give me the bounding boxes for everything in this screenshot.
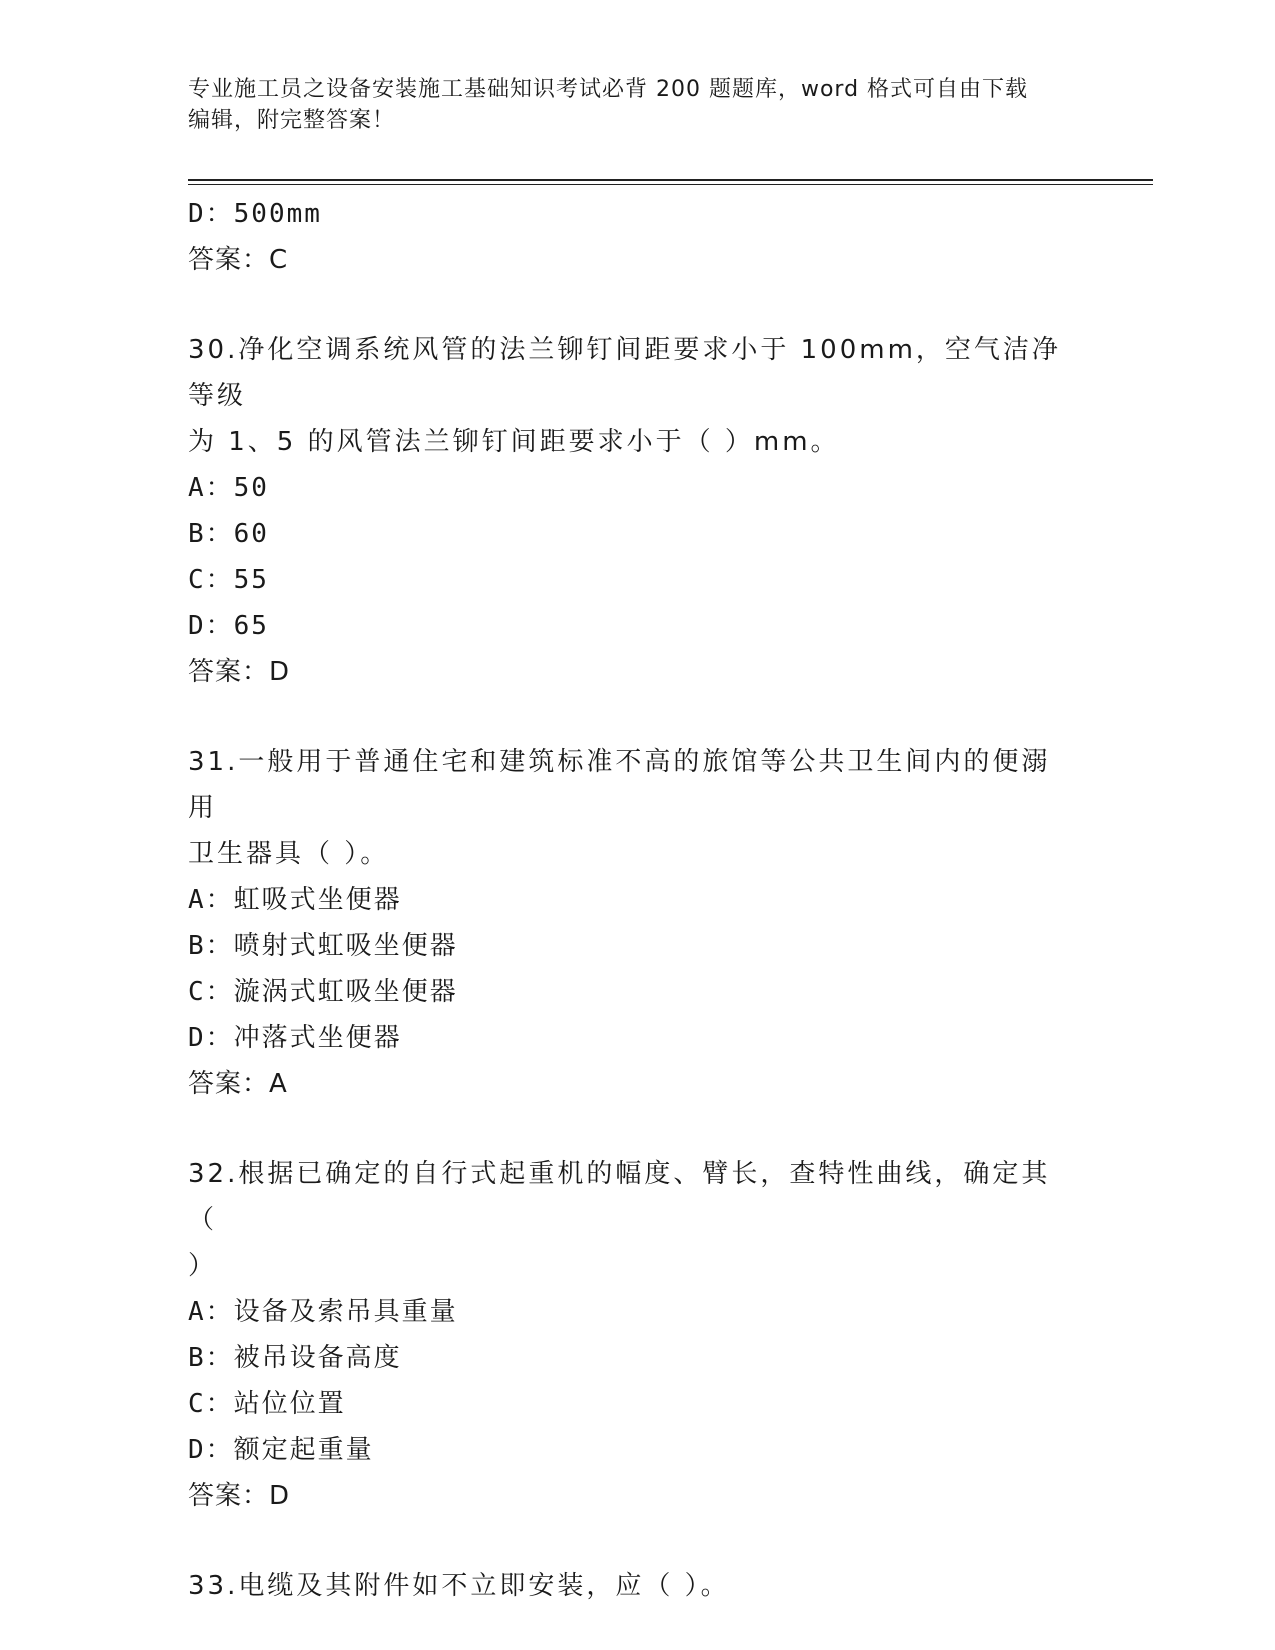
header-divider-thick: [188, 179, 1153, 181]
question-text-line1: 31.一般用于普通住宅和建筑标准不高的旅馆等公共卫生间内的便溺用: [188, 747, 1051, 823]
option-c: C：漩涡式虹吸坐便器: [188, 977, 458, 1007]
answer: 答案：D: [188, 1481, 291, 1511]
question-text-line1: 32.根据已确定的自行式起重机的幅度、臂长，查特性曲线，确定其（: [188, 1159, 1051, 1235]
option-c: C：55: [188, 565, 269, 595]
question-31: [188, 739, 1088, 1107]
option-b: B：喷射式虹吸坐便器: [188, 931, 458, 961]
option-d: D：额定起重量: [188, 1435, 374, 1465]
option-b: B：被吊设备高度: [188, 1343, 402, 1373]
question-list: [188, 191, 1088, 1609]
question-text-line2: 为 1、5 的风管法兰铆钉间距要求小于（ ）mm。: [188, 427, 840, 457]
question-text-line2: ）: [188, 1251, 218, 1281]
answer: 答案：D: [188, 657, 291, 687]
question-text-line2: 卫生器具（ ）。: [188, 839, 390, 869]
document-header: [188, 74, 1088, 136]
question-33: [188, 1563, 1088, 1609]
option-b: B：60: [188, 519, 269, 549]
option-d: D：500mm: [188, 199, 322, 229]
header-title-line1: 专业施工员之设备安装施工基础知识考试必背 200 题题库，word 格式可自由下载: [188, 77, 1029, 102]
answer: 答案：C: [188, 245, 289, 275]
option-a: A：虹吸式坐便器: [188, 885, 402, 915]
question-text-line1: 33.电缆及其附件如不立即安装，应（ ）。: [188, 1571, 730, 1601]
question-text-line1: 30.净化空调系统风管的法兰铆钉间距要求小于 100mm，空气洁净等级: [188, 335, 1061, 411]
option-d: D：冲落式坐便器: [188, 1023, 402, 1053]
option-a: A：50: [188, 473, 269, 503]
question-30: [188, 327, 1088, 695]
answer: 答案：A: [188, 1069, 288, 1099]
option-c: C：站位位置: [188, 1389, 346, 1419]
header-title-line2: 编辑，附完整答案！: [188, 108, 396, 133]
header-divider-thin: [188, 184, 1153, 185]
option-d: D：65: [188, 611, 269, 641]
question-32: [188, 1151, 1088, 1519]
option-a: A：设备及索吊具重量: [188, 1297, 458, 1327]
